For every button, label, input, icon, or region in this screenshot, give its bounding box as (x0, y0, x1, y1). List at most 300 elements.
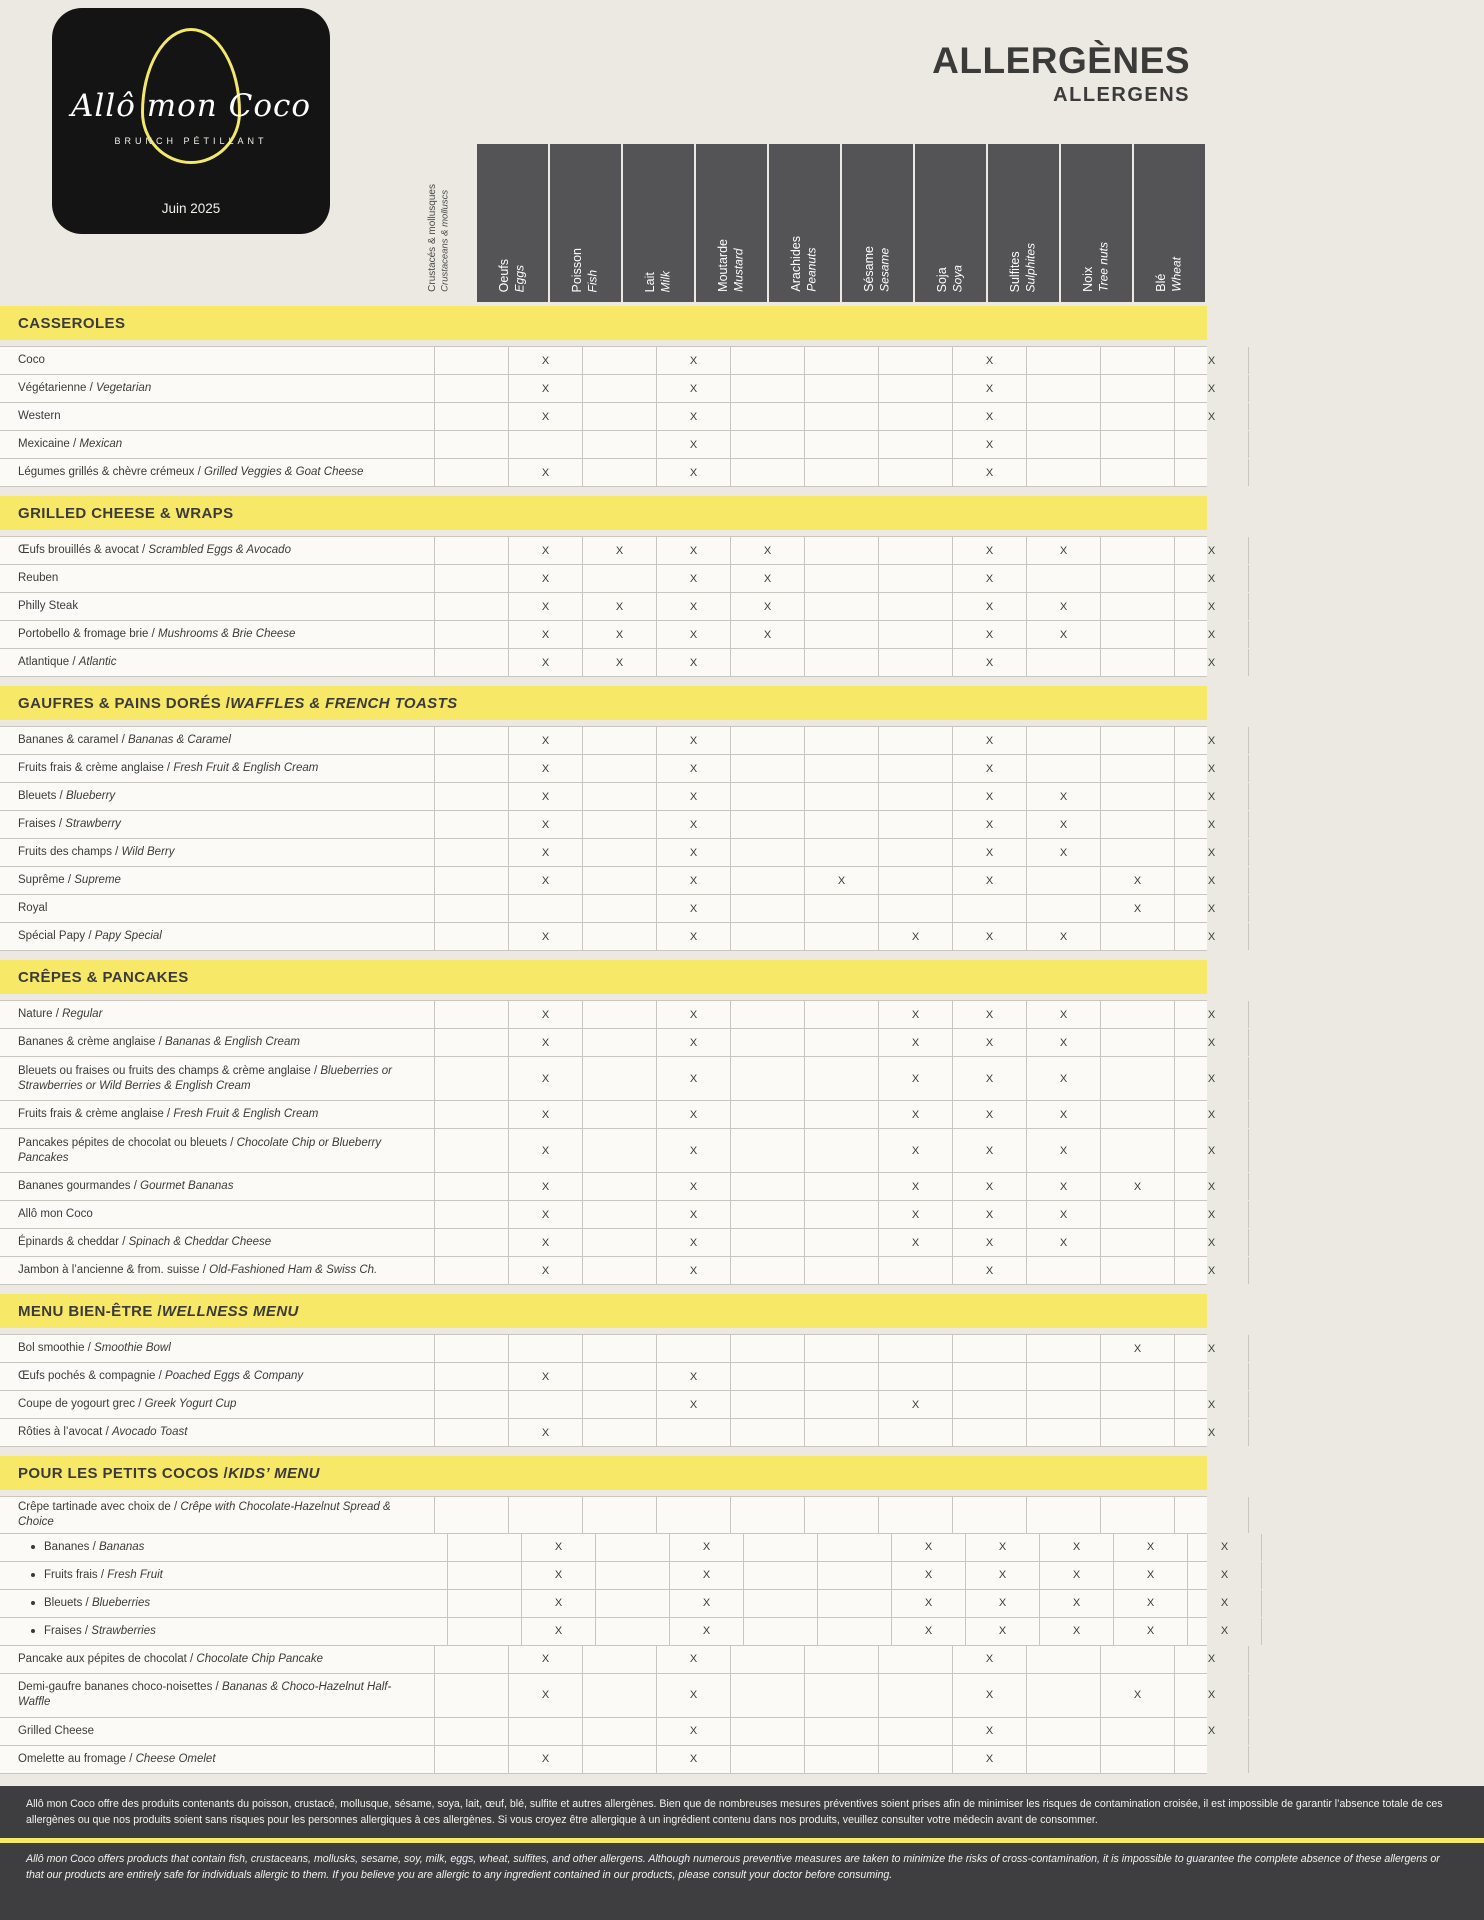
allergen-cell (730, 755, 804, 782)
table-row (0, 1101, 1216, 1129)
allergen-cell (434, 1391, 508, 1418)
dish-name: Reuben (18, 572, 59, 585)
allergen-cell (730, 1335, 804, 1362)
allergen-cell (434, 1229, 508, 1256)
allergen-cell (582, 1129, 656, 1172)
allergen-cell (582, 923, 656, 950)
dish-name: Nature / Regular (18, 1008, 103, 1021)
allergen-cell (582, 895, 656, 922)
allergen-cell (878, 1718, 952, 1745)
section-header: MENU BIEN-ÊTRE / WELLNESS MENU (0, 1294, 1207, 1328)
allergen-cell (1100, 347, 1174, 374)
allergen-cell (447, 1618, 521, 1645)
allergen-cell: X (965, 1618, 1039, 1645)
allergen-cell (878, 755, 952, 782)
allergen-cell (582, 403, 656, 430)
table-row (0, 375, 1216, 403)
allergen-cell (582, 1335, 656, 1362)
allergen-cell (743, 1562, 817, 1589)
allergen-cell (804, 1057, 878, 1100)
allergen-cell: X (508, 1201, 582, 1228)
allergen-cell (434, 727, 508, 754)
allergen-cell (804, 1101, 878, 1128)
allergen-cell (878, 727, 952, 754)
allergen-cell: X (952, 621, 1026, 648)
allergen-cell (1174, 1363, 1249, 1390)
dish-name: Bleuets / Blueberry (18, 790, 116, 803)
allergen-cell (1026, 1391, 1100, 1418)
dish-name: Demi-gaufre bananes choco-noisettes / Bananas & Choco-Hazelnut Half-Waffle (18, 1681, 392, 1709)
allergen-cell (582, 347, 656, 374)
allergen-cell: X (952, 1101, 1026, 1128)
allergen-cell: X (508, 537, 582, 564)
allergen-cell: X (656, 1363, 730, 1390)
allergen-cell: X (1187, 1590, 1262, 1617)
allergen-cell (582, 1718, 656, 1745)
allergen-cell: X (1174, 1201, 1249, 1228)
allergen-header-0: Crustacés & mollusques Crustaceans & molluscs (427, 184, 451, 292)
allergen-cell: X (656, 727, 730, 754)
allergen-cell: X (1174, 375, 1249, 402)
allergen-cell (1026, 649, 1100, 676)
allergen-cell: X (1026, 1173, 1100, 1200)
allergen-cell (582, 1201, 656, 1228)
allergen-cell (730, 867, 804, 894)
allergen-cell: X (521, 1618, 595, 1645)
allergen-cell: X (952, 459, 1026, 486)
allergen-cell (878, 347, 952, 374)
dish-name: Fraises / Strawberries (0, 1618, 447, 1645)
allergen-cell: X (656, 459, 730, 486)
allergen-cell (804, 1718, 878, 1745)
allergen-cell: X (1113, 1534, 1187, 1561)
allergen-cell: X (952, 755, 1026, 782)
allergen-cell: X (952, 1646, 1026, 1673)
allergen-cell (804, 923, 878, 950)
dish-name: Philly Steak (18, 600, 79, 613)
allergen-cell: X (508, 1229, 582, 1256)
allergen-cell (1100, 593, 1174, 620)
allergen-cell (804, 1335, 878, 1362)
allergen-cell: X (508, 621, 582, 648)
allergen-cell: X (656, 347, 730, 374)
allergen-cell: X (582, 649, 656, 676)
allergen-cell: X (730, 593, 804, 620)
dish-name: Coupe de yogourt grec / Greek Yogurt Cup (18, 1398, 237, 1411)
allergen-cell (582, 1419, 656, 1446)
table-row (0, 593, 1216, 621)
allergen-cell: X (1026, 1029, 1100, 1056)
allergen-cell (804, 403, 878, 430)
allergen-cell: X (656, 1001, 730, 1028)
allergen-cell: X (878, 1173, 952, 1200)
allergen-cell: X (878, 1001, 952, 1028)
allergen-cell: X (582, 537, 656, 564)
allergen-cell: X (656, 1746, 730, 1773)
allergen-cell: X (1174, 347, 1249, 374)
allergen-cell (817, 1590, 891, 1617)
allergen-cell: X (952, 1718, 1026, 1745)
allergen-cell: X (508, 1001, 582, 1028)
allergen-cell: X (521, 1562, 595, 1589)
allergen-cell (730, 1257, 804, 1284)
allergen-cell: X (1174, 1101, 1249, 1128)
allergen-cell: X (952, 649, 1026, 676)
allergen-cell: X (1100, 867, 1174, 894)
section-header: GRILLED CHEESE & WRAPS (0, 496, 1207, 530)
table-row (0, 1201, 1216, 1229)
allergen-cell (730, 839, 804, 866)
allergen-cell: X (508, 839, 582, 866)
allergen-cell (434, 459, 508, 486)
allergen-header-5: Arachides Peanuts (769, 144, 840, 302)
section-rows (0, 1334, 1216, 1447)
dish-name: Coco (18, 354, 45, 367)
allergen-cell (1100, 1419, 1174, 1446)
allergen-cell (817, 1534, 891, 1561)
allergen-cell (730, 1497, 804, 1533)
allergen-cell (434, 1746, 508, 1773)
allergen-cell (804, 1029, 878, 1056)
allergen-cell: X (1100, 1674, 1174, 1717)
allergen-cell (730, 1363, 804, 1390)
allergen-cell (878, 403, 952, 430)
allergen-cell (804, 347, 878, 374)
allergen-cell (730, 1419, 804, 1446)
allergen-cell: X (1174, 1646, 1249, 1673)
dish-name: Fraises / Strawberry (18, 818, 121, 831)
allergen-cell (1100, 459, 1174, 486)
allergen-cell: X (508, 811, 582, 838)
allergen-cell (1026, 459, 1100, 486)
allergen-cell (447, 1534, 521, 1561)
allergen-cell (1100, 649, 1174, 676)
allergen-cell (804, 839, 878, 866)
allergen-cell: X (656, 565, 730, 592)
allergen-cell (730, 1746, 804, 1773)
allergen-cell: X (952, 1746, 1026, 1773)
dish-name: Bleuets ou fraises ou fruits des champs & crème anglaise / Blueberries or Strawberries or Wild Berries & English Cream (18, 1064, 392, 1092)
allergen-cell (1100, 621, 1174, 648)
allergen-cell (1100, 1646, 1174, 1673)
allergen-cell (1100, 1718, 1174, 1745)
table-row (0, 867, 1216, 895)
allergen-cell (1100, 755, 1174, 782)
allergen-cell: X (1174, 1391, 1249, 1418)
allergen-cell (804, 1257, 878, 1284)
allergen-cell (508, 1391, 582, 1418)
allergen-cell: X (656, 621, 730, 648)
allergen-cell (1026, 403, 1100, 430)
allergen-cell (743, 1590, 817, 1617)
allergen-cell: X (952, 1229, 1026, 1256)
allergen-cell (434, 565, 508, 592)
allergen-cell: X (1026, 923, 1100, 950)
allergen-cell: X (656, 895, 730, 922)
table-row (0, 621, 1216, 649)
allergen-cell (952, 1391, 1026, 1418)
allergen-cell: X (1174, 867, 1249, 894)
allergen-cell (730, 1391, 804, 1418)
allergen-cell (1100, 1257, 1174, 1284)
allergen-cell (730, 1229, 804, 1256)
allergen-cell: X (878, 1057, 952, 1100)
allergen-cell (804, 459, 878, 486)
allergen-cell (878, 1674, 952, 1717)
allergen-cell (1100, 839, 1174, 866)
allergen-cell: X (1026, 783, 1100, 810)
allergen-cell: X (521, 1534, 595, 1561)
allergen-cell (434, 755, 508, 782)
allergen-cell (1100, 431, 1174, 458)
dish-name: Œufs pochés & compagnie / Poached Eggs & Company (18, 1370, 304, 1383)
allergen-cell: X (878, 923, 952, 950)
bullet-icon (31, 1573, 35, 1577)
allergen-cell (804, 565, 878, 592)
allergen-cell (743, 1534, 817, 1561)
brand-tagline: BRUNCH PÉTILLANT (114, 136, 268, 146)
bullet-icon (31, 1601, 35, 1605)
allergen-cell: X (656, 593, 730, 620)
allergen-cell (730, 1001, 804, 1028)
allergen-cell (1100, 923, 1174, 950)
allergen-cell: X (656, 839, 730, 866)
allergen-cell: X (952, 347, 1026, 374)
allergen-cell: X (508, 1029, 582, 1056)
allergen-cell (582, 867, 656, 894)
allergen-cell (582, 1646, 656, 1673)
section-rows (0, 1496, 1229, 1774)
allergen-cell: X (1026, 1229, 1100, 1256)
allergen-cell (582, 1257, 656, 1284)
table-row (0, 1057, 1216, 1101)
allergen-cell (508, 895, 582, 922)
disclaimer-fr: Allô mon Coco offre des produits contenants du poisson, crustacé, mollusque, sésame, soya, lait, œuf, blé, sulfite et autres allergènes. Bien que de nombreuses mesures préventives soient prises afin de minimiser les risques de contamination croisée, il est impossible de garantir l’absence totale de ces allergènes ou que nos produits soient sans risques pour les personnes allergiques à ces allergènes. Si vous croyez être allergique à un ingrédient contenu dans nos produits, veuillez consulter votre médecin avant de consommer. (26, 1797, 1443, 1826)
menu-date: Juin 2025 (161, 201, 221, 216)
allergen-cell: X (1174, 1229, 1249, 1256)
allergen-cell: X (521, 1590, 595, 1617)
allergen-cell (434, 1257, 508, 1284)
allergen-cell: X (1174, 923, 1249, 950)
table-row (0, 783, 1216, 811)
dish-name: Mexicaine / Mexican (18, 438, 123, 451)
allergen-cell: X (656, 1129, 730, 1172)
allergen-cell: X (1174, 755, 1249, 782)
allergen-cell: X (656, 811, 730, 838)
allergen-cell (582, 1029, 656, 1056)
allergen-cell (1100, 375, 1174, 402)
dish-name: Légumes grillés & chèvre crémeux / Grilled Veggies & Goat Cheese (18, 466, 364, 479)
allergen-cell (582, 375, 656, 402)
allergen-cell: X (656, 1257, 730, 1284)
allergen-cell: X (965, 1562, 1039, 1589)
allergen-cell: X (656, 923, 730, 950)
dish-name: Bleuets / Blueberries (0, 1590, 447, 1617)
allergen-cell (804, 621, 878, 648)
table-row (0, 1590, 1229, 1618)
allergen-cell (1100, 1001, 1174, 1028)
allergen-cell (878, 839, 952, 866)
allergen-cell (878, 1419, 952, 1446)
allergen-cell (1100, 1746, 1174, 1773)
allergen-cell: X (1174, 565, 1249, 592)
allergen-cell: X (1039, 1590, 1113, 1617)
allergen-cell (595, 1534, 669, 1561)
allergen-cell (1100, 1229, 1174, 1256)
allergen-cell (804, 811, 878, 838)
section-header: CRÊPES & PANCAKES (0, 960, 1207, 994)
table-row (0, 1335, 1216, 1363)
allergen-header-7: Soja Soya (915, 144, 986, 302)
disclaimer-en: Allô mon Coco offers products that contain fish, crustaceans, mollusks, sesame, soy, milk, eggs, wheat, sulfites, and other allergens. Although numerous preventive measures are taken to minimize the risks of cross-contamination, it is impossible to guarantee the complete absence of these allergens or that our products are entirely safe for individuals allergic to them. If you believe you are allergic to any ingredient contained in our products, please consult your doctor before consuming. (26, 1852, 1440, 1881)
allergen-cell: X (669, 1562, 743, 1589)
table-row (0, 1257, 1216, 1285)
allergen-cell: X (508, 649, 582, 676)
allergen-cell: X (656, 1391, 730, 1418)
table-row (0, 565, 1216, 593)
allergen-cell (730, 1101, 804, 1128)
allergen-cell (434, 923, 508, 950)
allergen-cell: X (1026, 537, 1100, 564)
dish-name: Bananes gourmandes / Gourmet Bananas (18, 1180, 234, 1193)
allergen-cell: X (656, 431, 730, 458)
allergen-cell (508, 431, 582, 458)
allergen-cell: X (1174, 895, 1249, 922)
table-row (0, 839, 1216, 867)
allergen-cell (656, 1419, 730, 1446)
allergen-cell (447, 1562, 521, 1589)
allergen-cell (878, 459, 952, 486)
allergen-cell (804, 895, 878, 922)
allergen-cell: X (1174, 811, 1249, 838)
allergen-cell: X (1174, 403, 1249, 430)
allergen-cell: X (669, 1590, 743, 1617)
table-row (0, 1229, 1216, 1257)
allergen-cell: X (656, 1173, 730, 1200)
allergen-header-1: Oeufs Eggs (477, 144, 548, 302)
allergen-cell (434, 1718, 508, 1745)
allergen-cell: X (1174, 593, 1249, 620)
allergen-cell (878, 1257, 952, 1284)
allergen-cell (434, 1497, 508, 1533)
allergen-cell: X (1039, 1618, 1113, 1645)
allergen-cell (582, 459, 656, 486)
page-title-en: ALLERGENS (1053, 84, 1190, 106)
allergen-cell: X (508, 727, 582, 754)
table-row (0, 923, 1216, 951)
allergen-cell: X (1174, 1674, 1249, 1717)
allergen-cell: X (952, 537, 1026, 564)
allergen-cell (878, 375, 952, 402)
allergen-cell (1100, 727, 1174, 754)
allergen-cell: X (656, 1229, 730, 1256)
allergen-cell (434, 1057, 508, 1100)
table-row (0, 1497, 1207, 1534)
allergen-cell (730, 347, 804, 374)
allergen-cell (804, 593, 878, 620)
allergen-cell (508, 1497, 582, 1533)
allergen-cell: X (656, 1674, 730, 1717)
allergen-cell: X (952, 1173, 1026, 1200)
allergen-cell: X (891, 1590, 965, 1617)
allergen-cell (434, 1335, 508, 1362)
allergen-cell: X (878, 1201, 952, 1228)
allergen-cell (878, 811, 952, 838)
allergen-header-3: Lait Milk (623, 144, 694, 302)
allergen-cell: X (656, 1057, 730, 1100)
dish-name: Spécial Papy / Papy Special (18, 930, 162, 943)
table-row (0, 1746, 1207, 1774)
allergen-cell: X (508, 1101, 582, 1128)
allergen-cell: X (1113, 1618, 1187, 1645)
allergen-cell (730, 1057, 804, 1100)
allergen-header-9: Noix Tree nuts (1061, 144, 1132, 302)
dish-name: Rôties à l’avocat / Avocado Toast (18, 1426, 188, 1439)
allergen-cell (434, 1674, 508, 1717)
allergen-cell (1174, 431, 1249, 458)
dish-name: Fruits des champs / Wild Berry (18, 846, 175, 859)
allergen-cell: X (582, 621, 656, 648)
allergen-cell (1026, 867, 1100, 894)
allergen-cell (582, 755, 656, 782)
allergen-cell: X (656, 1718, 730, 1745)
table-row (0, 1129, 1216, 1173)
allergen-cell (1174, 1497, 1249, 1533)
allergen-cell (804, 783, 878, 810)
allergen-cell (1026, 347, 1100, 374)
allergen-cell (1026, 1718, 1100, 1745)
allergen-cell (804, 1746, 878, 1773)
allergen-cell (878, 621, 952, 648)
allergen-cell: X (952, 811, 1026, 838)
allergen-cell (1100, 565, 1174, 592)
dish-name: Fruits frais & crème anglaise / Fresh Fruit & English Cream (18, 762, 319, 775)
allergen-cell (434, 1029, 508, 1056)
allergen-cell: X (656, 537, 730, 564)
allergen-cell: X (1113, 1590, 1187, 1617)
dish-name: Jambon à l’ancienne & from. suisse / Old-Fashioned Ham & Swiss Ch. (18, 1264, 378, 1277)
section-header: GAUFRES & PAINS DORÉS / WAFFLES & FRENCH TOASTS (0, 686, 1207, 720)
allergen-cell: X (952, 403, 1026, 430)
allergen-cell (1026, 1363, 1100, 1390)
allergen-cell (1100, 1057, 1174, 1100)
allergen-cell: X (952, 1001, 1026, 1028)
table-row (0, 459, 1207, 487)
allergen-cell (434, 431, 508, 458)
table-row (0, 649, 1216, 677)
bullet-icon (31, 1545, 35, 1549)
allergen-cell (434, 1129, 508, 1172)
allergen-cell (1026, 375, 1100, 402)
allergen-cell (434, 537, 508, 564)
table-row (0, 1391, 1216, 1419)
allergen-cell (878, 649, 952, 676)
allergen-cell: X (1174, 537, 1249, 564)
allergen-cell: X (952, 593, 1026, 620)
allergen-cell: X (508, 565, 582, 592)
allergen-cell (582, 727, 656, 754)
allergen-cell: X (952, 923, 1026, 950)
allergen-cell (582, 1746, 656, 1773)
allergen-cell: X (1026, 811, 1100, 838)
allergen-cell (1026, 895, 1100, 922)
allergen-cell (582, 783, 656, 810)
page-title-fr: ALLERGÈNES (932, 40, 1190, 81)
dish-name: Pancake aux pépites de chocolat / Chocolate Chip Pancake (18, 1652, 323, 1665)
allergen-cell (730, 403, 804, 430)
allergen-cell (656, 1497, 730, 1533)
dish-name: Grilled Cheese (18, 1724, 95, 1737)
